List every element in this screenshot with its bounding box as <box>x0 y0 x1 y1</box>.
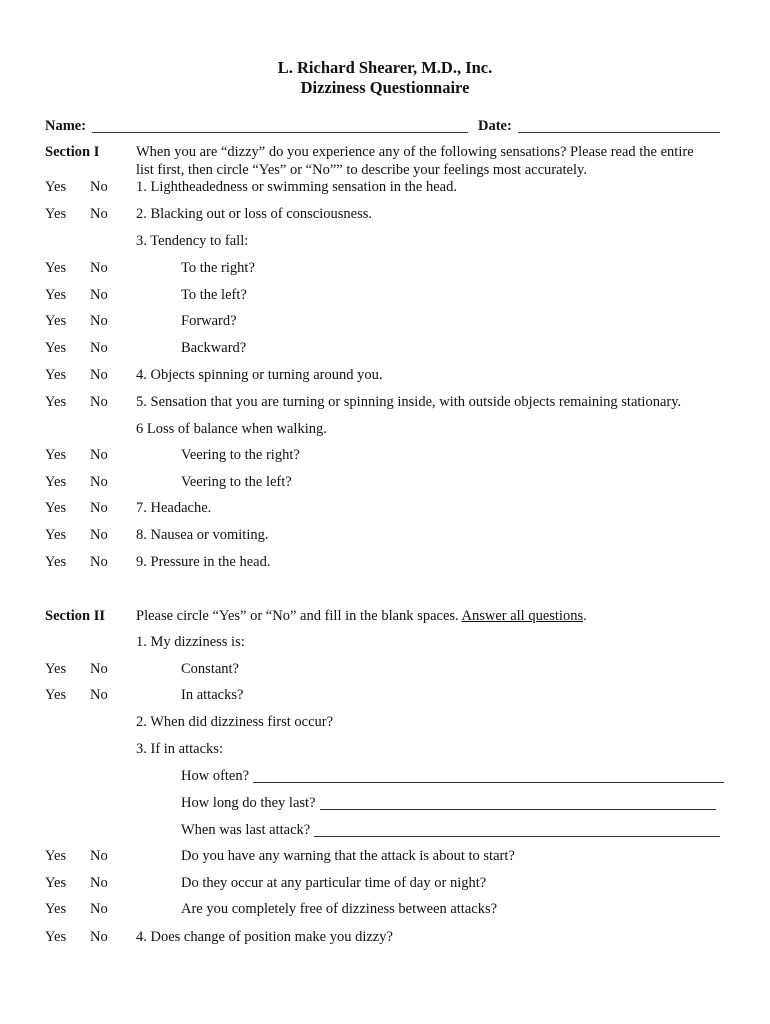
question-item <box>136 205 372 223</box>
document-subtitle: Dizziness Questionnaire <box>300 78 470 97</box>
yes-option[interactable]: Yes <box>45 474 67 490</box>
section-2-intro <box>136 607 587 625</box>
question-text: 1. Lightheadedness or swimming sensation in the head. <box>136 179 457 195</box>
question-text: To the left? <box>181 287 247 303</box>
question-item <box>181 286 247 304</box>
intro-emphasis: Answer all questions <box>461 608 584 624</box>
question-item <box>181 339 246 357</box>
yes-option[interactable]: Yes <box>45 260 67 276</box>
no-option[interactable]: No <box>90 661 108 677</box>
answer-blank[interactable] <box>314 821 720 837</box>
question-text: Constant? <box>181 661 239 677</box>
question-text: 2. Blacking out or loss of consciousness. <box>136 206 373 222</box>
yes-option[interactable]: Yes <box>45 394 67 410</box>
no-option[interactable]: No <box>90 260 108 276</box>
question-text: 4. Does change of position make you dizzy? <box>136 929 393 945</box>
question-text: Veering to the right? <box>181 447 300 463</box>
question-item <box>136 366 382 384</box>
no-option[interactable]: No <box>90 848 108 864</box>
question-text: Backward? <box>181 340 247 356</box>
question-text: 5. Sensation that you are turning or spinning inside, with outside objects remaining stationary. <box>136 394 682 410</box>
question-item <box>181 259 255 277</box>
question-text: 3. Tendency to fall: <box>136 233 249 249</box>
no-option[interactable]: No <box>90 367 108 383</box>
question-text: 2. When did dizziness first occur? <box>136 714 334 730</box>
yes-option[interactable]: Yes <box>45 527 67 543</box>
question-text: 8. Nausea or vomiting. <box>136 527 269 543</box>
question-item <box>181 660 239 678</box>
question-text: When was last attack? <box>181 822 311 838</box>
no-option[interactable]: No <box>90 687 108 703</box>
no-option[interactable]: No <box>90 340 108 356</box>
question-text: 6 Loss of balance when walking. <box>136 421 327 437</box>
question-item <box>136 740 223 758</box>
yes-option[interactable]: Yes <box>45 661 67 677</box>
intro-end: . <box>583 608 587 624</box>
question-text: 9. Pressure in the head. <box>136 554 271 570</box>
yes-option[interactable]: Yes <box>45 206 67 222</box>
yes-option[interactable]: Yes <box>45 287 67 303</box>
answer-blank[interactable] <box>253 767 724 783</box>
question-text: In attacks? <box>181 687 244 703</box>
no-option[interactable]: No <box>90 313 108 329</box>
intro-text: Please circle “Yes” or “No” and fill in the blank spaces. <box>136 608 462 624</box>
question-item <box>136 713 333 731</box>
question-text: Are you completely free of dizziness between attacks? <box>181 901 498 917</box>
yes-option[interactable]: Yes <box>45 875 67 891</box>
yes-option[interactable]: Yes <box>45 848 67 864</box>
date-label: Date: <box>478 118 512 134</box>
no-option[interactable]: No <box>90 901 108 917</box>
question-item <box>136 928 393 946</box>
no-option[interactable]: No <box>90 929 108 945</box>
yes-option[interactable]: Yes <box>45 313 67 329</box>
question-item <box>136 553 271 571</box>
question-item <box>181 686 243 704</box>
yes-option[interactable]: Yes <box>45 500 67 516</box>
no-option[interactable]: No <box>90 554 108 570</box>
question-item <box>181 900 497 918</box>
section-2-label: Section II <box>45 608 106 624</box>
date-field[interactable] <box>518 117 720 133</box>
question-item <box>136 178 457 196</box>
yes-option[interactable]: Yes <box>45 554 67 570</box>
question-text: Veering to the left? <box>181 474 292 490</box>
question-text: How long do they last? <box>181 795 316 811</box>
document-title: L. Richard Shearer, M.D., Inc. <box>277 58 493 77</box>
no-option[interactable]: No <box>90 474 108 490</box>
question-item <box>181 874 486 892</box>
name-field[interactable] <box>92 117 468 133</box>
no-option[interactable]: No <box>90 287 108 303</box>
question-item <box>136 526 269 544</box>
name-label: Name: <box>45 118 87 134</box>
no-option[interactable]: No <box>90 500 108 516</box>
no-option[interactable]: No <box>90 527 108 543</box>
question-item <box>181 794 316 812</box>
yes-option[interactable]: Yes <box>45 340 67 356</box>
question-text: How often? <box>181 768 250 784</box>
question-text: 7. Headache. <box>136 500 212 516</box>
yes-option[interactable]: Yes <box>45 179 67 195</box>
question-item <box>136 499 211 517</box>
yes-option[interactable]: Yes <box>45 367 67 383</box>
no-option[interactable]: No <box>90 875 108 891</box>
answer-blank[interactable] <box>320 794 716 810</box>
section-1-intro: list first, then circle “Yes” or “No”” to describe your feelings most accurately. <box>136 162 587 178</box>
question-item <box>181 821 310 839</box>
question-text: 4. Objects spinning or turning around you. <box>136 367 383 383</box>
yes-option[interactable]: Yes <box>45 447 67 463</box>
no-option[interactable]: No <box>90 394 108 410</box>
yes-option[interactable]: Yes <box>45 929 67 945</box>
yes-option[interactable]: Yes <box>45 901 67 917</box>
question-item <box>181 312 237 330</box>
question-item <box>136 232 248 250</box>
yes-option[interactable]: Yes <box>45 687 67 703</box>
section-1-label: Section I <box>45 144 100 160</box>
question-text: 3. If in attacks: <box>136 741 223 757</box>
no-option[interactable]: No <box>90 179 108 195</box>
question-text: To the right? <box>181 260 255 276</box>
question-item <box>181 847 515 865</box>
section-1-intro: When you are “dizzy” do you experience any of the following sensations? Please read the entire <box>136 144 694 160</box>
question-item <box>181 446 300 464</box>
question-item <box>136 633 245 651</box>
question-text: Do you have any warning that the attack is about to start? <box>181 848 515 864</box>
question-item <box>136 420 327 438</box>
no-option[interactable]: No <box>90 206 108 222</box>
question-text: 1. My dizziness is: <box>136 634 245 650</box>
question-text: Do they occur at any particular time of day or night? <box>181 875 487 891</box>
question-text: Forward? <box>181 313 237 329</box>
question-item <box>181 473 292 491</box>
question-item <box>136 393 681 411</box>
question-item <box>181 767 249 785</box>
no-option[interactable]: No <box>90 447 108 463</box>
